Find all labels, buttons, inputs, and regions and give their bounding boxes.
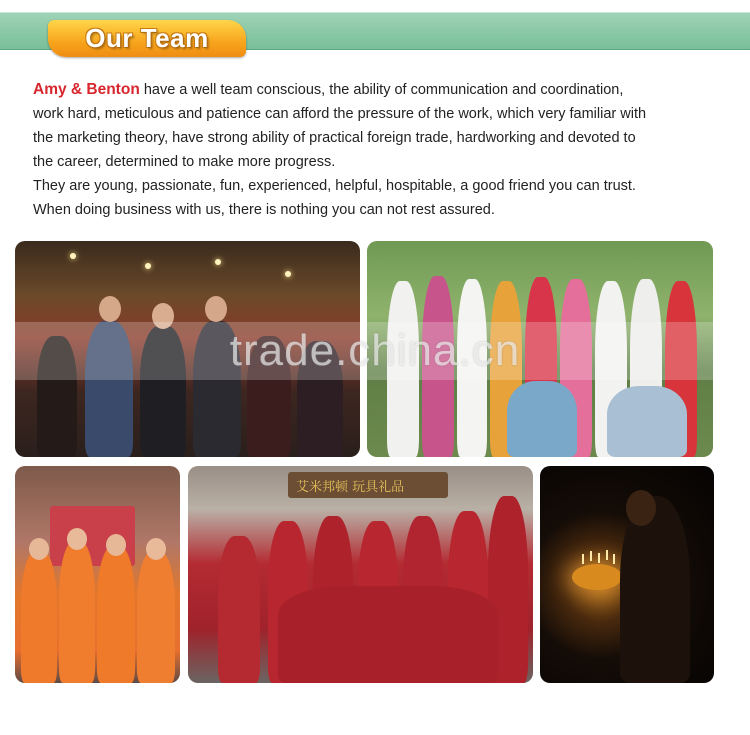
section-title-tab <box>48 20 246 57</box>
intro-line-6: When doing business with us, there is nothing you can not rest assured. <box>33 202 495 218</box>
intro-line-3: the marketing theory, have strong ability of practical foreign trade, hardworking and devoted to <box>33 130 636 146</box>
team-description <box>33 78 713 222</box>
intro-line-1-text: have a well team conscious, the ability of communication and coordination, <box>139 82 624 98</box>
section-header-band <box>0 12 750 53</box>
team-photo-orange-shirts <box>15 466 180 683</box>
team-photo-birthday-cake <box>540 466 714 683</box>
intro-line-2: work hard, meticulous and patience can afford the pressure of the work, which very familiar with <box>33 106 647 122</box>
brand-name: Amy & Benton <box>33 81 140 98</box>
section-title: Our Team <box>85 23 209 53</box>
intro-line-4: the career, determined to make more progress. <box>33 154 336 170</box>
company-sign <box>288 472 448 498</box>
cake-icon <box>572 564 622 590</box>
company-sign-text: 艾米邦顿 玩具礼品 <box>296 480 405 495</box>
watermark: trade.china.cn <box>0 322 750 380</box>
intro-line-1 <box>33 78 713 102</box>
team-photo-red-shirts-office <box>188 466 533 683</box>
intro-line-5: They are young, passionate, fun, experienced, helpful, hospitable, a good friend you can trust. <box>33 178 636 194</box>
